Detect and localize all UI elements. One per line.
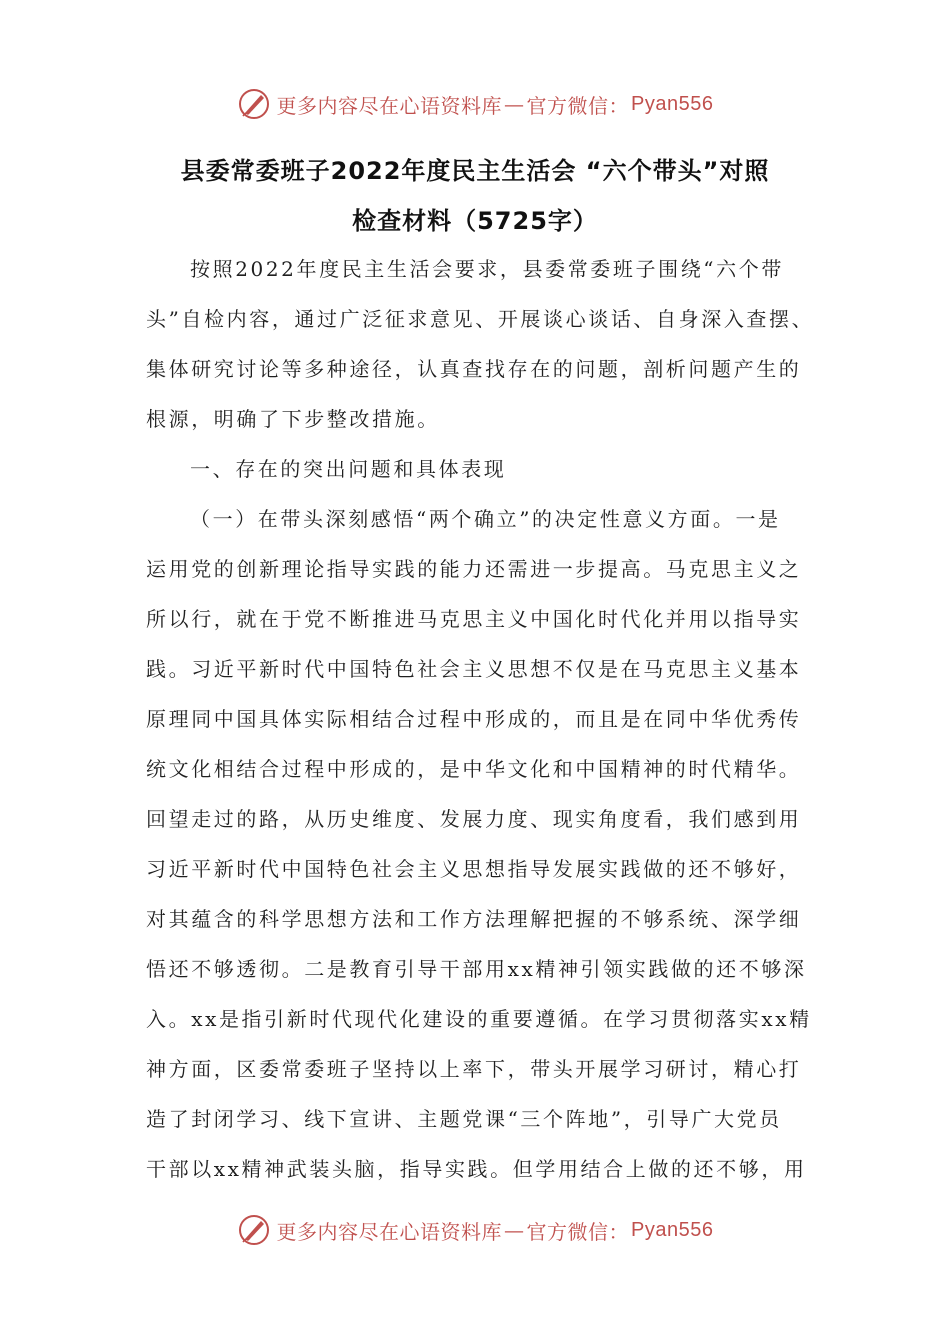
document-title-line-1: 县委常委班子2022年度民主生活会 “六个带头”对照 [180,157,770,185]
watermark-separator: — [504,92,525,116]
watermark-brand: 更多内容尽在心语资料库 [276,93,503,118]
body-line: 头”自检内容，通过广泛征求意见、开展谈心谈话、自身深入查摆、 [146,307,815,331]
body-line: 运用党的创新理论指导实践的能力还需进一步提高。马克思主义之 [146,557,802,581]
watermark-handle: Pyan556 [631,1218,714,1241]
body-line: 对其蕴含的科学思想方法和工作方法理解把握的不够系统、深学细 [146,907,802,931]
body-line: 习近平新时代中国特色社会主义思想指导发展实践做的还不够好， [146,857,802,881]
body-line: 回望走过的路，从历史维度、发展力度、现实角度看，我们感到用 [146,807,802,831]
body-line: 原理同中国具体实际相结合过程中形成的，而且是在同中华优秀传 [146,707,802,731]
watermark-banner-top [0,82,950,126]
body-line: 按照2022年度民主生活会要求，县委常委班子围绕“六个带 [190,257,784,281]
watermark-handle: Pyan556 [631,92,714,115]
body-line: 干部以xx精神武装头脑，指导实践。但学用结合上做的还不够，用 [146,1157,807,1181]
watermark-separator: — [504,1218,525,1242]
body-line: 悟还不够透彻。二是教育引导干部用xx精神引领实践做的还不够深 [146,957,807,981]
section-heading: 一、存在的突出问题和具体表现 [190,457,507,481]
body-line: （一）在带头深刻感悟“两个确立”的决定性意义方面。一是 [190,507,781,531]
quill-logo-icon [237,1213,271,1247]
watermark-banner-bottom [0,1208,950,1252]
body-line: 神方面，区委常委班子坚持以上率下，带头开展学习研讨，精心打 [146,1057,802,1081]
body-line: 统文化相结合过程中形成的，是中华文化和中国精神的时代精华。 [146,757,802,781]
body-line: 所以行，就在于党不断推进马克思主义中国化时代化并用以指导实 [146,607,802,631]
body-line: 根源，明确了下步整改措施。 [146,407,440,431]
watermark-label: 官方微信： [526,1219,630,1244]
body-line: 入。xx是指引新时代现代化建设的重要遵循。在学习贯彻落实xx精 [146,1007,812,1031]
body-line: 践。习近平新时代中国特色社会主义思想不仅是在马克思主义基本 [146,657,802,681]
watermark-brand: 更多内容尽在心语资料库 [276,1219,503,1244]
document-body [146,244,815,1194]
document-title-line-2: 检查材料（5725字） [352,207,598,235]
body-line: 造了封闭学习、线下宣讲、主题党课“三个阵地”，引导广大党员 [146,1107,782,1131]
body-line: 集体研究讨论等多种途径，认真查找存在的问题，剖析问题产生的 [146,357,802,381]
watermark-label: 官方微信： [526,93,630,118]
quill-logo-icon [237,87,271,121]
